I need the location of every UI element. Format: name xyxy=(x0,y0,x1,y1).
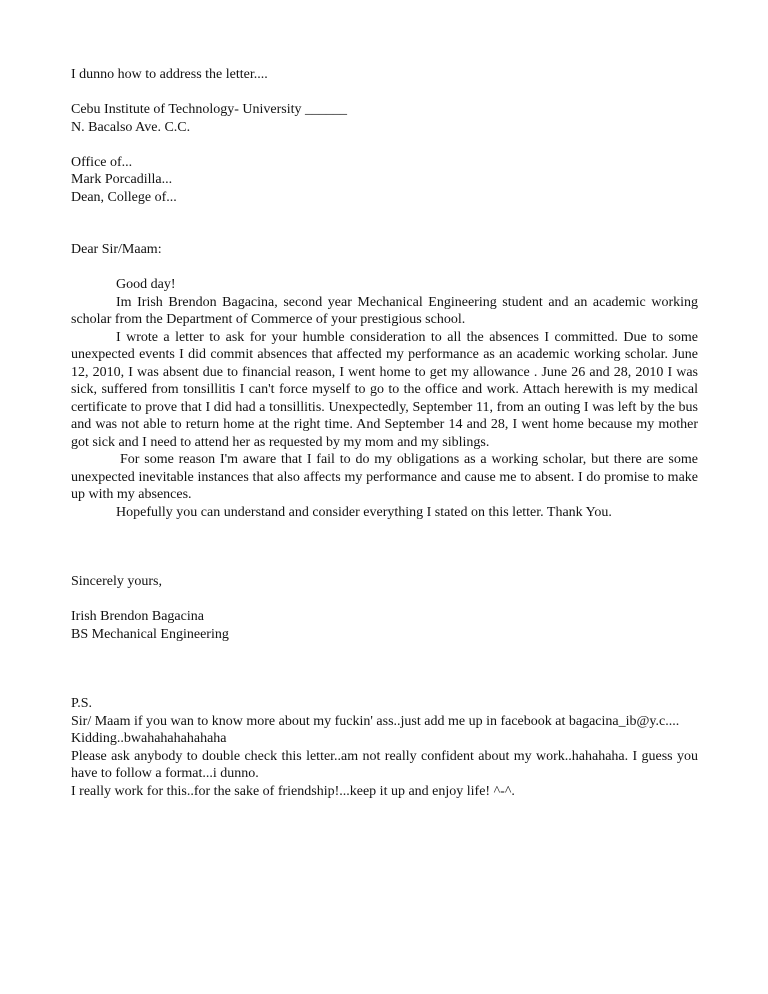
closing: Sincerely yours, xyxy=(71,574,162,589)
recipient-line-2: Mark Porcadilla... xyxy=(71,172,173,187)
school-address xyxy=(71,101,698,136)
ps-paragraph-2: Please ask anybody to double check this letter..am not really confident about my work..hahahaha. I guess you have to follow a format...i dunno. xyxy=(71,748,698,781)
letter-document xyxy=(71,66,698,800)
ps-last-line: I really work for this..for the sake of friendship!...keep it up and enjoy life! ^-^. xyxy=(71,783,515,799)
address-line-1: Cebu Institute of Technology- University ______ xyxy=(71,102,348,117)
body-paragraph-3: For some reason I'm aware that I fail to do my obligations as a working scholar, but there are some unexpected inevitable instances that also affects my performance and cause me to absent. I do promise to make up with my absences. xyxy=(71,452,698,502)
ps-line-1: Kidding..bwahahahahahaha xyxy=(71,731,227,746)
signature-title: BS Mechanical Engineering xyxy=(71,626,229,642)
recipient-line-1: Office of... xyxy=(71,154,133,170)
preface-line: I dunno how to address the letter.... xyxy=(71,67,268,82)
ps-paragraph: Sir/ Maam if you wan to know more about my fuckin' ass..just add me up in facebook at bagacina_ib@y.c.... xyxy=(71,713,680,729)
greeting: Good day! xyxy=(116,277,176,292)
recipient-block xyxy=(71,154,698,207)
salutation: Dear Sir/Maam: xyxy=(71,242,162,257)
body-paragraph-1: Im Irish Brendon Bagacina, second year Mechanical Engineering student and an academic working scholar from the Department of Commerce of your prestigious school. xyxy=(71,294,698,327)
body-paragraph-2: I wrote a letter to ask for your humble consideration to all the absences I committed. Due to some unexpected events I did commit absences that affected my performance as an academic working scholar. June 12, 2010, I was absent due to financial reason, I went home to get my allowance . June 26 and 28, 2010 I was sick, suffered from tonsillitis I can't force myself to go to the office and work. Attach herewith is my medical certificate to prove that I did had a tonsillitis. Unexpectedly, September 11, from an outing I was left by the bus and was not able to return home at the right time. And September 14 and 28, I went home because my mother got sick and I need to attend her as requested by my mom and my siblings. xyxy=(71,329,698,450)
body-paragraph-4: Hopefully you can understand and consider everything I stated on this letter. Thank You. xyxy=(116,504,612,520)
signature-name: Irish Brendon Bagacina xyxy=(71,609,204,624)
address-line-2: N. Bacalso Ave. C.C. xyxy=(71,119,191,135)
recipient-line-3: Dean, College of... xyxy=(71,189,177,205)
ps-label: P.S. xyxy=(71,696,93,711)
